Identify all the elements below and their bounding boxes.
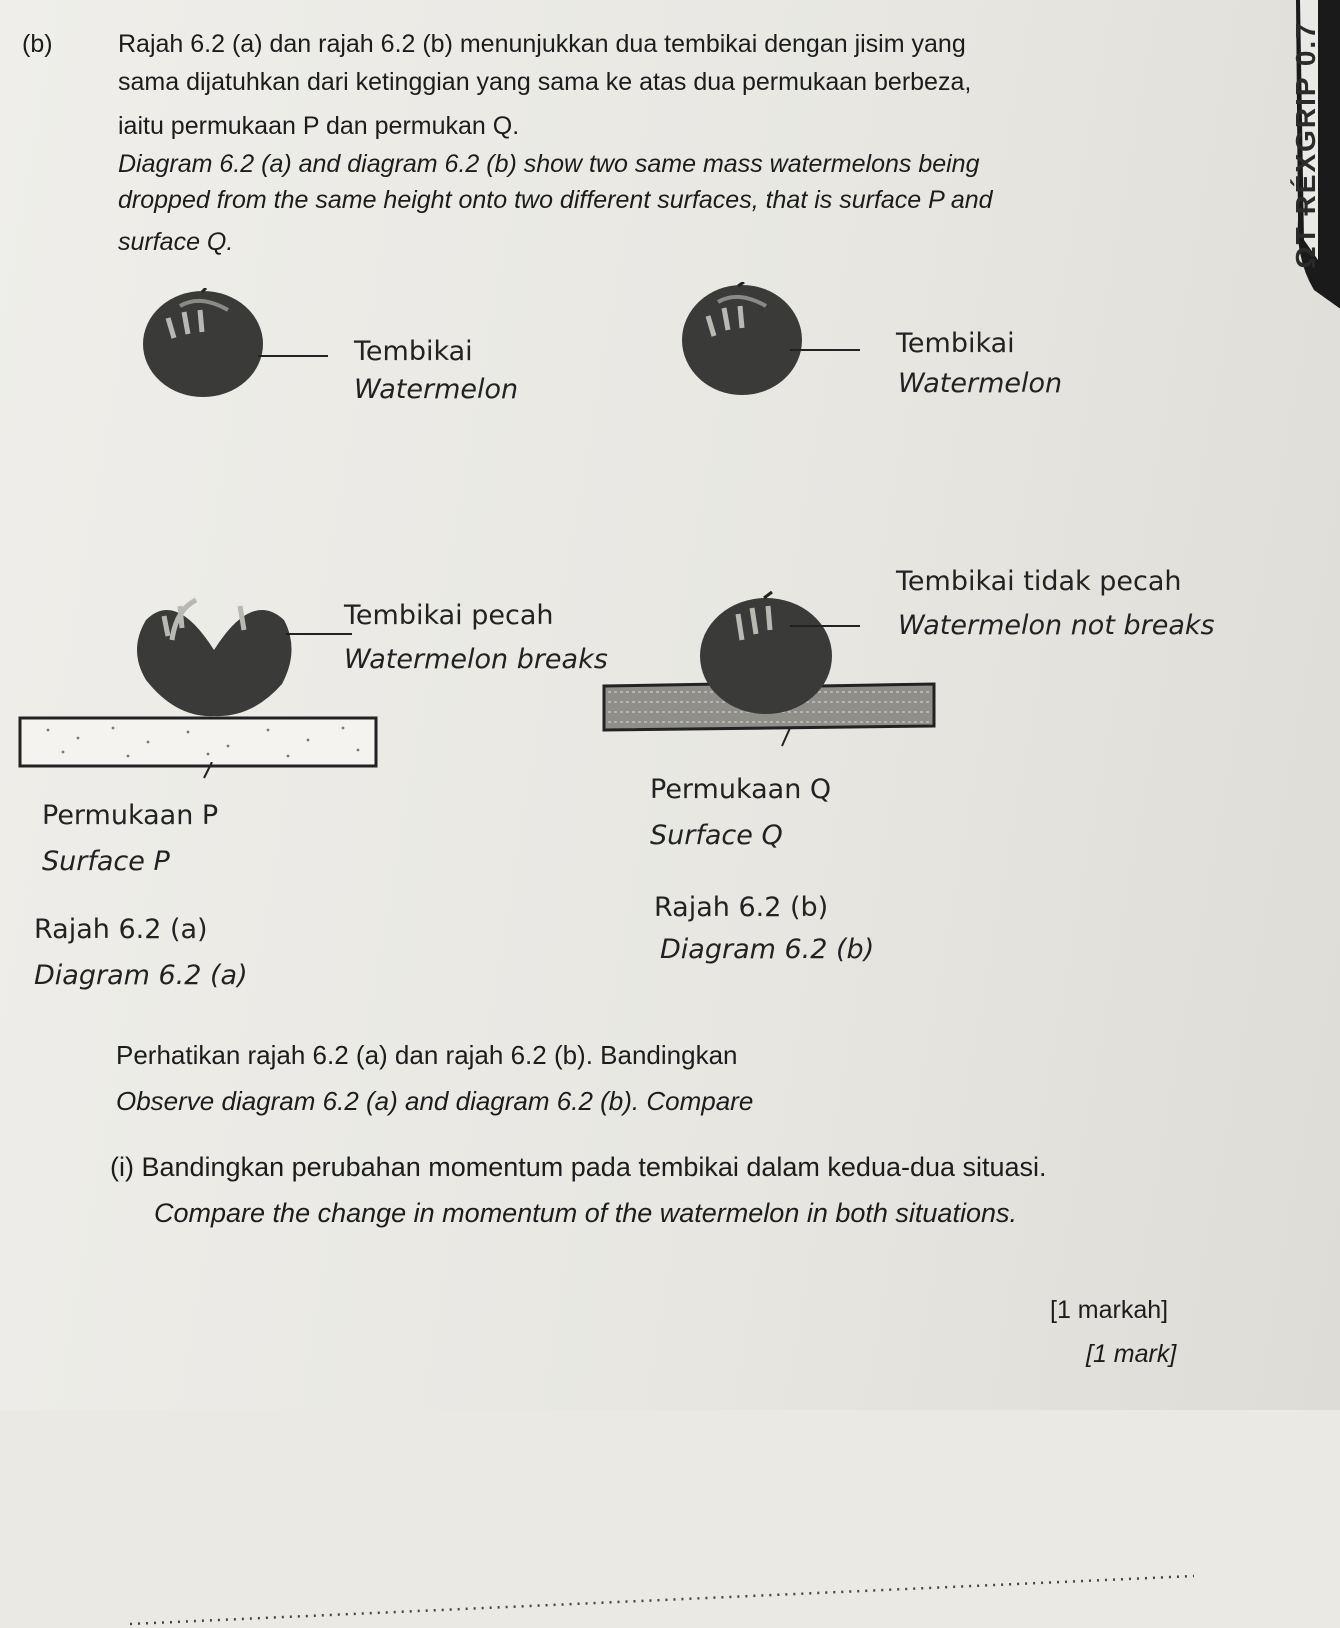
intact-watermelon-on-surface bbox=[600, 590, 940, 740]
diagram-a-caption-malay: Rajah 6.2 (a) bbox=[34, 914, 208, 945]
pen-brand-label: ΩT ɌÉXGRIP 0.7 bbox=[1290, 21, 1321, 269]
pointer-line-left bbox=[258, 354, 328, 358]
top-right-label-malay: Tembikai bbox=[896, 328, 1015, 359]
question-label: (b) bbox=[22, 30, 53, 58]
surface-p-label-malay: Permukaan P bbox=[42, 800, 219, 831]
surface-p-slab bbox=[18, 716, 380, 772]
pointer-line-right bbox=[790, 348, 860, 352]
surface-p-label-english: Surface P bbox=[42, 846, 170, 877]
intact-label-english: Watermelon not breaks bbox=[898, 610, 1215, 641]
surface-q-label-english: Surface Q bbox=[650, 820, 783, 851]
question-english-line1: Diagram 6.2 (a) and diagram 6.2 (b) show two same mass watermelons being bbox=[118, 150, 980, 178]
top-right-label-english: Watermelon bbox=[898, 368, 1063, 399]
pointer-line-surface-p bbox=[200, 762, 220, 782]
pointer-line-intact bbox=[790, 624, 860, 628]
broken-label-malay: Tembikai pecah bbox=[344, 600, 554, 631]
observe-malay: Perhatikan rajah 6.2 (a) dan rajah 6.2 (b). Bandingkan bbox=[116, 1040, 738, 1070]
falling-watermelon-right bbox=[678, 282, 808, 398]
question-malay-line1: Rajah 6.2 (a) dan rajah 6.2 (b) menunjukkan dua tembikai dengan jisim yang bbox=[118, 30, 966, 58]
observe-english: Observe diagram 6.2 (a) and diagram 6.2 (b). Compare bbox=[116, 1086, 754, 1116]
question-english-line2: dropped from the same height onto two different surfaces, that is surface P and bbox=[118, 186, 993, 214]
question-malay-line2: sama dijatuhkan dari ketinggian yang sama ke atas dua permukaan berbeza, bbox=[118, 68, 972, 96]
intact-label-malay: Tembikai tidak pecah bbox=[896, 566, 1182, 597]
answer-dotted-line[interactable] bbox=[130, 1568, 1200, 1628]
question-english-line3: surface Q. bbox=[118, 228, 234, 256]
pointer-line-surface-q bbox=[776, 728, 796, 750]
sub-question-malay: (i) Bandingkan perubahan momentum pada tembikai dalam kedua-dua situasi. bbox=[110, 1152, 1047, 1182]
marks-english: [1 mark] bbox=[1086, 1340, 1177, 1368]
pointer-line-broken bbox=[286, 632, 352, 636]
broken-watermelon bbox=[136, 590, 296, 720]
broken-label-english: Watermelon breaks bbox=[344, 644, 608, 675]
surface-q-label-malay: Permukaan Q bbox=[650, 774, 832, 805]
top-left-label-malay: Tembikai bbox=[354, 336, 473, 367]
marks-malay: [1 markah] bbox=[1050, 1296, 1169, 1324]
question-malay-line3: iaitu permukaan P dan permukan Q. bbox=[118, 112, 520, 140]
top-left-label-english: Watermelon bbox=[354, 374, 519, 405]
diagram-b-caption-english: Diagram 6.2 (b) bbox=[660, 934, 875, 965]
diagram-a-caption-english: Diagram 6.2 (a) bbox=[34, 960, 248, 991]
falling-watermelon-left bbox=[140, 288, 270, 400]
diagram-b-caption-malay: Rajah 6.2 (b) bbox=[654, 892, 829, 923]
sub-question-english: Compare the change in momentum of the watermelon in both situations. bbox=[154, 1198, 1017, 1228]
